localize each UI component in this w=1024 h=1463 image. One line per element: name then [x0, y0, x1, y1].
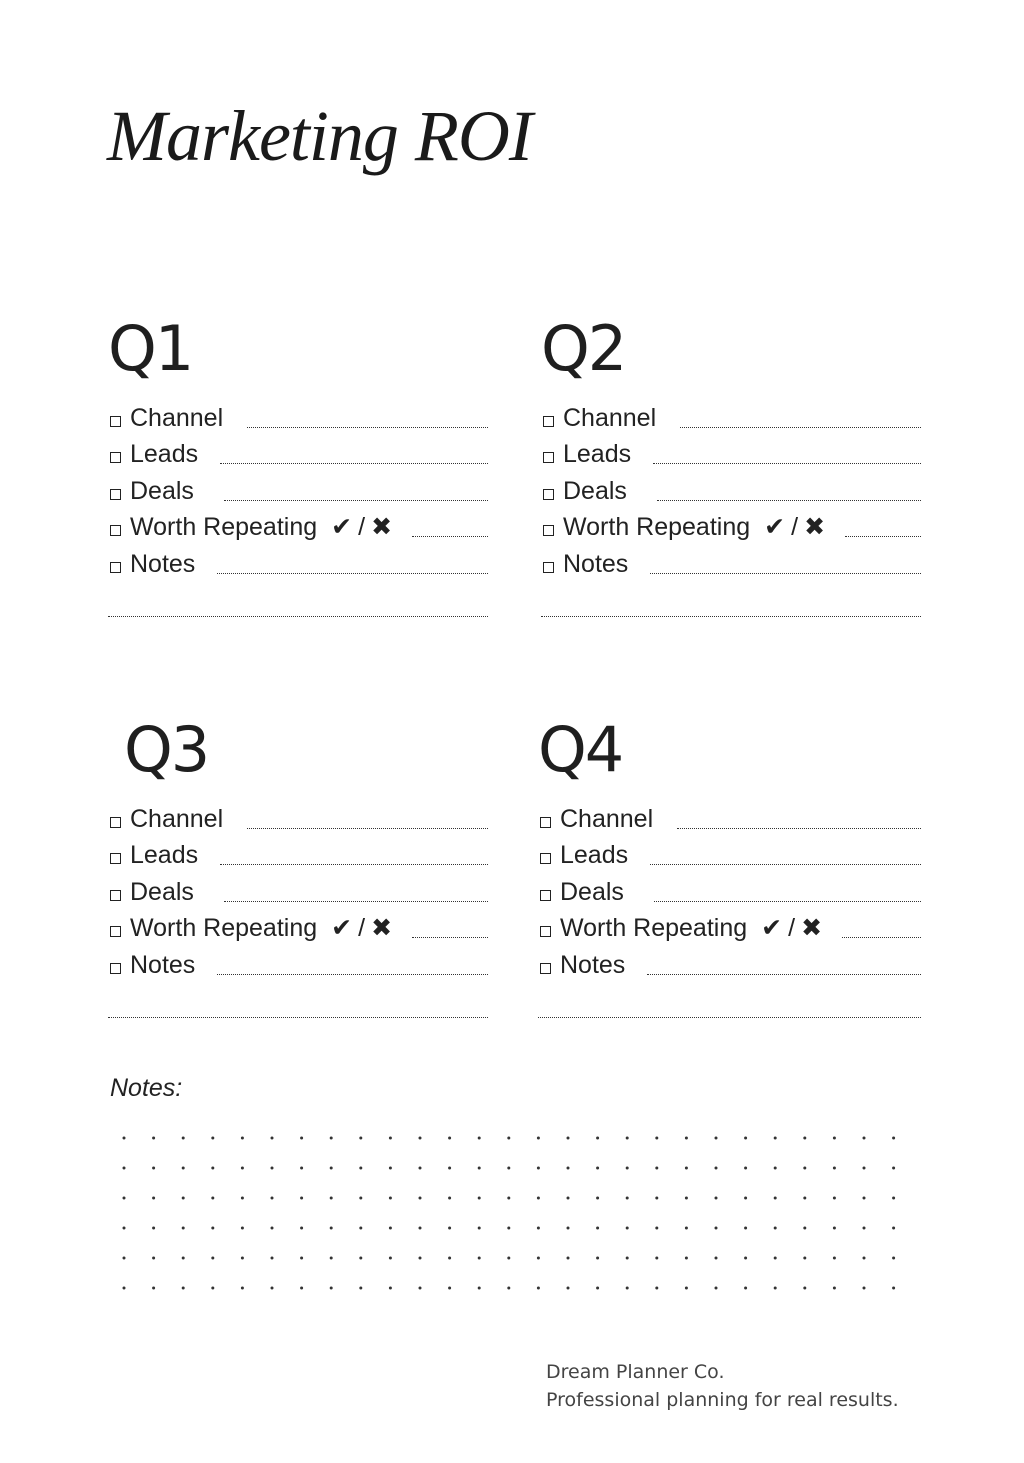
leads-label: Leads	[560, 841, 629, 869]
notes-label: Notes	[130, 950, 196, 979]
channel-label: Channel	[560, 804, 654, 833]
grid-dot	[271, 1137, 274, 1140]
grid-dot	[300, 1167, 303, 1170]
channel-row	[108, 396, 488, 433]
grid-dot	[448, 1137, 451, 1140]
leads-field[interactable]	[220, 463, 488, 464]
quarter-q4	[538, 713, 921, 1018]
deals-row	[108, 870, 488, 907]
grid-dot	[419, 1167, 422, 1170]
channel-field[interactable]	[680, 427, 921, 428]
grid-dot	[330, 1287, 333, 1290]
grid-dot	[833, 1287, 836, 1290]
grid-dot	[241, 1137, 244, 1140]
grid-dot	[182, 1197, 185, 1200]
deals-field[interactable]	[654, 901, 921, 902]
grid-dot	[537, 1227, 540, 1230]
grid-dot	[685, 1257, 688, 1260]
checkbox[interactable]	[540, 853, 551, 864]
grid-dot	[833, 1257, 836, 1260]
grid-dot	[655, 1137, 658, 1140]
grid-dot	[715, 1137, 718, 1140]
grid-dot	[389, 1197, 392, 1200]
grid-dot	[359, 1257, 362, 1260]
worth-repeating-label: Worth Repeating	[560, 914, 748, 942]
grid-dot	[892, 1137, 895, 1140]
grid-dot	[744, 1257, 747, 1260]
grid-dot	[833, 1197, 836, 1200]
grid-dot	[448, 1197, 451, 1200]
footer	[546, 1358, 899, 1414]
grid-dot	[626, 1197, 629, 1200]
grid-dot	[537, 1287, 540, 1290]
grid-dot	[123, 1227, 126, 1230]
grid-dot	[715, 1167, 718, 1170]
grid-dot	[419, 1227, 422, 1230]
channel-field[interactable]	[677, 828, 921, 829]
leads-label: Leads	[130, 841, 199, 869]
worth-repeating-row	[108, 506, 488, 543]
channel-row	[541, 396, 921, 433]
grid-dot	[567, 1227, 570, 1230]
grid-dot	[330, 1257, 333, 1260]
grid-dot	[359, 1227, 362, 1230]
leads-field[interactable]	[220, 864, 488, 865]
deals-label: Deals	[563, 476, 627, 505]
grid-dot	[655, 1257, 658, 1260]
grid-dot	[892, 1287, 895, 1290]
cross-icon: ✖	[801, 914, 823, 942]
notes-field[interactable]	[217, 573, 488, 574]
notes-extra-line[interactable]	[108, 615, 488, 617]
leads-row	[541, 433, 921, 470]
grid-dot	[152, 1167, 155, 1170]
checkbox[interactable]	[110, 525, 121, 536]
grid-dot	[389, 1167, 392, 1170]
grid-dot	[596, 1167, 599, 1170]
grid-dot	[271, 1227, 274, 1230]
grid-dot	[685, 1227, 688, 1230]
grid-dot	[626, 1137, 629, 1140]
grid-dot	[744, 1197, 747, 1200]
grid-dot	[537, 1257, 540, 1260]
grid-dot	[359, 1197, 362, 1200]
grid-dot	[863, 1167, 866, 1170]
grid-dot	[863, 1197, 866, 1200]
grid-dot	[241, 1227, 244, 1230]
checkbox[interactable]	[110, 817, 121, 828]
worth-repeating-label: Worth Repeating	[130, 914, 318, 942]
checkbox[interactable]	[540, 926, 551, 937]
channel-row	[538, 797, 921, 834]
grid-dot	[241, 1257, 244, 1260]
grid-dot	[744, 1287, 747, 1290]
grid-dot	[803, 1287, 806, 1290]
grid-dot	[448, 1287, 451, 1290]
leads-label: Leads	[130, 440, 199, 468]
grid-dot	[537, 1167, 540, 1170]
leads-row	[538, 834, 921, 871]
grid-dot	[152, 1197, 155, 1200]
cross-icon: ✖	[371, 513, 393, 541]
deals-label: Deals	[560, 877, 624, 906]
grid-dot	[389, 1257, 392, 1260]
notes-extra-line[interactable]	[538, 1016, 921, 1018]
checkbox[interactable]	[110, 452, 121, 463]
grid-dot	[182, 1257, 185, 1260]
worth-repeating-label: Worth Repeating	[130, 513, 318, 541]
grid-dot	[330, 1197, 333, 1200]
grid-dot	[271, 1197, 274, 1200]
cross-icon: ✖	[371, 914, 393, 942]
leads-label: Leads	[563, 440, 632, 468]
grid-dot	[300, 1197, 303, 1200]
grid-dot	[774, 1287, 777, 1290]
grid-dot	[448, 1167, 451, 1170]
grid-dot	[389, 1287, 392, 1290]
grid-dot	[211, 1227, 214, 1230]
page-title: Marketing ROI	[107, 96, 532, 176]
grid-dot	[567, 1197, 570, 1200]
grid-dot	[892, 1257, 895, 1260]
leads-row	[108, 834, 488, 871]
notes-label: Notes	[563, 549, 629, 578]
grid-dot	[774, 1227, 777, 1230]
grid-dot	[330, 1167, 333, 1170]
check-icon: ✔	[331, 914, 353, 942]
grid-dot	[567, 1287, 570, 1290]
check-icon: ✔	[764, 513, 786, 541]
grid-dot	[123, 1167, 126, 1170]
checkbox[interactable]	[110, 562, 121, 573]
grid-dot	[359, 1167, 362, 1170]
grid-dot	[152, 1257, 155, 1260]
channel-label: Channel	[563, 403, 657, 432]
grid-dot	[389, 1137, 392, 1140]
grid-dot	[271, 1167, 274, 1170]
grid-dot	[419, 1137, 422, 1140]
grid-dot	[774, 1257, 777, 1260]
channel-label: Channel	[130, 403, 224, 432]
grid-dot	[123, 1197, 126, 1200]
checkbox[interactable]	[543, 452, 554, 463]
grid-dot	[596, 1137, 599, 1140]
grid-dot	[300, 1227, 303, 1230]
grid-dot	[478, 1137, 481, 1140]
grid-dot	[596, 1197, 599, 1200]
grid-dot	[626, 1167, 629, 1170]
deals-row	[541, 469, 921, 506]
worth-repeating-row	[108, 907, 488, 944]
notes-section-label: Notes:	[110, 1074, 183, 1102]
channel-field[interactable]	[247, 828, 488, 829]
grid-dot	[803, 1167, 806, 1170]
grid-dot	[863, 1257, 866, 1260]
grid-dot	[123, 1257, 126, 1260]
grid-dot	[537, 1197, 540, 1200]
checkbox[interactable]	[110, 853, 121, 864]
checkbox[interactable]	[540, 817, 551, 828]
grid-dot	[182, 1137, 185, 1140]
deals-field[interactable]	[224, 500, 488, 501]
grid-dot	[626, 1257, 629, 1260]
grid-dot	[863, 1227, 866, 1230]
grid-dot	[448, 1257, 451, 1260]
grid-dot	[507, 1287, 510, 1290]
yes-no-marks	[331, 913, 392, 943]
check-icon: ✔	[761, 914, 783, 942]
grid-dot	[419, 1197, 422, 1200]
grid-dot	[715, 1197, 718, 1200]
checkbox[interactable]	[110, 963, 121, 974]
worth-repeating-field[interactable]	[412, 937, 488, 938]
quarter-title: Q4	[538, 713, 623, 786]
grid-dot	[478, 1227, 481, 1230]
leads-field[interactable]	[650, 864, 921, 865]
deals-label: Deals	[130, 476, 194, 505]
grid-dot	[507, 1197, 510, 1200]
separator: /	[358, 914, 366, 942]
grid-dot	[152, 1137, 155, 1140]
grid-dot	[863, 1137, 866, 1140]
grid-dot	[833, 1167, 836, 1170]
grid-dot	[596, 1227, 599, 1230]
deals-field[interactable]	[224, 901, 488, 902]
yes-no-marks	[764, 512, 825, 542]
grid-dot	[211, 1257, 214, 1260]
grid-dot	[567, 1257, 570, 1260]
channel-label: Channel	[130, 804, 224, 833]
grid-dot	[478, 1167, 481, 1170]
worth-repeating-row	[538, 907, 921, 944]
grid-dot	[359, 1287, 362, 1290]
grid-dot	[419, 1287, 422, 1290]
grid-dot	[744, 1137, 747, 1140]
leads-row	[108, 433, 488, 470]
grid-dot	[152, 1287, 155, 1290]
checkbox[interactable]	[540, 890, 551, 901]
grid-dot	[596, 1287, 599, 1290]
grid-dot	[271, 1257, 274, 1260]
grid-dot	[123, 1137, 126, 1140]
worth-repeating-field[interactable]	[842, 937, 921, 938]
worth-repeating-row	[541, 506, 921, 543]
checkbox[interactable]	[543, 525, 554, 536]
grid-dot	[241, 1167, 244, 1170]
channel-field[interactable]	[247, 427, 488, 428]
grid-dot	[833, 1137, 836, 1140]
grid-dot	[330, 1227, 333, 1230]
quarter-title: Q1	[108, 312, 193, 385]
grid-dot	[182, 1227, 185, 1230]
grid-dot	[892, 1197, 895, 1200]
deals-row	[538, 870, 921, 907]
grid-dot	[211, 1197, 214, 1200]
notes-dot-grid[interactable]	[120, 1134, 900, 1294]
cross-icon: ✖	[804, 513, 826, 541]
notes-row	[538, 943, 921, 980]
quarter-title: Q3	[124, 713, 209, 786]
checkbox[interactable]	[110, 416, 121, 427]
notes-label: Notes	[560, 950, 626, 979]
grid-dot	[211, 1167, 214, 1170]
deals-field[interactable]	[657, 500, 921, 501]
channel-row	[108, 797, 488, 834]
grid-dot	[330, 1137, 333, 1140]
footer-tagline: Professional planning for real results.	[546, 1389, 899, 1411]
grid-dot	[863, 1287, 866, 1290]
grid-dot	[478, 1197, 481, 1200]
grid-dot	[715, 1257, 718, 1260]
notes-field[interactable]	[647, 974, 921, 975]
grid-dot	[300, 1257, 303, 1260]
dot-grid-svg	[120, 1134, 900, 1294]
grid-dot	[655, 1197, 658, 1200]
grid-dot	[803, 1137, 806, 1140]
grid-dot	[655, 1167, 658, 1170]
worth-repeating-label: Worth Repeating	[563, 513, 751, 541]
grid-dot	[537, 1137, 540, 1140]
grid-dot	[596, 1257, 599, 1260]
grid-dot	[182, 1287, 185, 1290]
grid-dot	[626, 1287, 629, 1290]
footer-company: Dream Planner Co.	[546, 1361, 725, 1383]
notes-row	[108, 943, 488, 980]
grid-dot	[211, 1137, 214, 1140]
yes-no-marks	[761, 913, 822, 943]
quarter-q2	[541, 312, 921, 617]
grid-dot	[419, 1257, 422, 1260]
notes-row	[541, 542, 921, 579]
grid-dot	[715, 1227, 718, 1230]
grid-dot	[685, 1167, 688, 1170]
grid-dot	[389, 1227, 392, 1230]
leads-field[interactable]	[653, 463, 921, 464]
grid-dot	[892, 1227, 895, 1230]
grid-dot	[774, 1137, 777, 1140]
checkbox[interactable]	[543, 562, 554, 573]
grid-dot	[715, 1287, 718, 1290]
grid-dot	[744, 1227, 747, 1230]
grid-dot	[803, 1227, 806, 1230]
checkbox[interactable]	[110, 890, 121, 901]
grid-dot	[478, 1287, 481, 1290]
grid-dot	[774, 1197, 777, 1200]
grid-dot	[774, 1167, 777, 1170]
check-icon: ✔	[331, 513, 353, 541]
grid-dot	[685, 1197, 688, 1200]
quarter-q3	[108, 713, 488, 1018]
checkbox[interactable]	[543, 489, 554, 500]
grid-dot	[241, 1287, 244, 1290]
checkbox[interactable]	[110, 489, 121, 500]
grid-dot	[567, 1167, 570, 1170]
grid-dot	[507, 1167, 510, 1170]
grid-dot	[803, 1257, 806, 1260]
grid-dot	[123, 1287, 126, 1290]
grid-dot	[300, 1137, 303, 1140]
worth-repeating-field[interactable]	[845, 536, 921, 537]
grid-dot	[241, 1197, 244, 1200]
grid-dot	[744, 1167, 747, 1170]
deals-label: Deals	[130, 877, 194, 906]
grid-dot	[685, 1287, 688, 1290]
notes-extra-line[interactable]	[541, 615, 921, 617]
worth-repeating-field[interactable]	[412, 536, 488, 537]
grid-dot	[271, 1287, 274, 1290]
grid-dot	[833, 1227, 836, 1230]
grid-dot	[626, 1227, 629, 1230]
separator: /	[788, 914, 796, 942]
quarter-title: Q2	[541, 312, 626, 385]
separator: /	[358, 513, 366, 541]
grid-dot	[211, 1287, 214, 1290]
grid-dot	[359, 1137, 362, 1140]
notes-extra-line[interactable]	[108, 1016, 488, 1018]
separator: /	[791, 513, 799, 541]
notes-field[interactable]	[650, 573, 921, 574]
checkbox[interactable]	[540, 963, 551, 974]
checkbox[interactable]	[543, 416, 554, 427]
grid-dot	[507, 1227, 510, 1230]
grid-dot	[655, 1227, 658, 1230]
grid-dot	[892, 1167, 895, 1170]
notes-label: Notes	[130, 549, 196, 578]
grid-dot	[803, 1197, 806, 1200]
checkbox[interactable]	[110, 926, 121, 937]
grid-dot	[300, 1287, 303, 1290]
yes-no-marks	[331, 512, 392, 542]
notes-row	[108, 542, 488, 579]
grid-dot	[152, 1227, 155, 1230]
grid-dot	[448, 1227, 451, 1230]
grid-dot	[685, 1137, 688, 1140]
grid-dot	[478, 1257, 481, 1260]
grid-dot	[507, 1137, 510, 1140]
grid-dot	[655, 1287, 658, 1290]
grid-dot	[567, 1137, 570, 1140]
notes-field[interactable]	[217, 974, 488, 975]
grid-dot	[507, 1257, 510, 1260]
deals-row	[108, 469, 488, 506]
grid-dot	[182, 1167, 185, 1170]
quarter-q1	[108, 312, 488, 617]
